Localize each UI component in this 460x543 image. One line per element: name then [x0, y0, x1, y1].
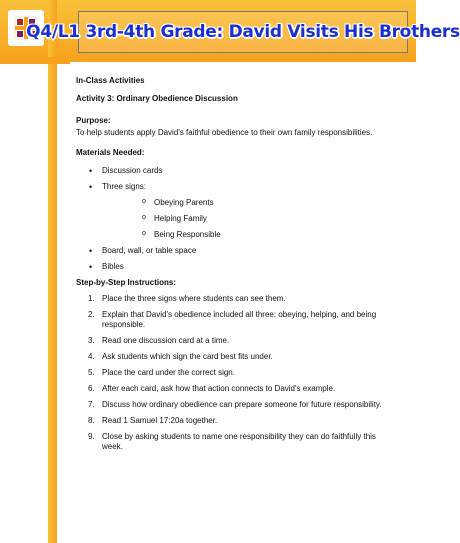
materials-list	[76, 166, 396, 272]
list-item: 7. Discuss how ordinary obedience can prepare someone for future responsibility.	[88, 400, 382, 409]
page-title: Q4/L1 3rd-4th Grade: David Visits His Brothers	[26, 22, 460, 42]
steps-list	[76, 294, 396, 452]
list-item: 3. Read one discussion card at a time.	[88, 336, 230, 345]
vertical-cross-bar	[48, 0, 57, 543]
list-item: • Three signs: o Obeying Parents o Helping Family o Being Responsible	[76, 182, 396, 240]
list-item: • Bibles	[76, 262, 396, 272]
list-item: 2. Explain that David's obedience included all three: obeying, helping, and being responsible.	[88, 310, 377, 329]
title-banner	[26, 11, 460, 53]
activity-title: Activity 3: Ordinary Obedience Discussion	[76, 94, 238, 103]
document-body	[76, 76, 396, 458]
steps-label: Step-by-Step Instructions:	[76, 278, 177, 287]
purpose-text: To help students apply David's faithful obedience to their own family responsibilities.	[76, 128, 373, 137]
list-item: 8. Read 1 Samuel 17:20a together.	[88, 416, 218, 425]
list-item: 9. Close by asking students to name one responsibility they can do faithfully this week.	[88, 432, 376, 451]
list-item: 6. After each card, ask how that action connects to David's example.	[88, 384, 336, 393]
list-item: • Board, wall, or table space	[76, 246, 396, 256]
materials-label: Materials Needed:	[76, 148, 145, 157]
list-item: o Helping Family	[102, 214, 396, 224]
list-item: o Obeying Parents	[102, 198, 396, 208]
list-item: • Discussion cards	[76, 166, 396, 176]
list-item: o Being Responsible	[102, 230, 396, 240]
list-item: 1. Place the three signs where students can see them.	[88, 294, 286, 303]
cross-arm-accent	[0, 57, 70, 64]
list-item: 5. Place the card under the correct sign.	[88, 368, 235, 377]
signs-list	[102, 198, 396, 240]
section-title: In-Class Activities	[76, 76, 145, 85]
purpose-label: Purpose:	[76, 116, 111, 125]
list-item: 4. Ask students which sign the card best fits under.	[88, 352, 273, 361]
